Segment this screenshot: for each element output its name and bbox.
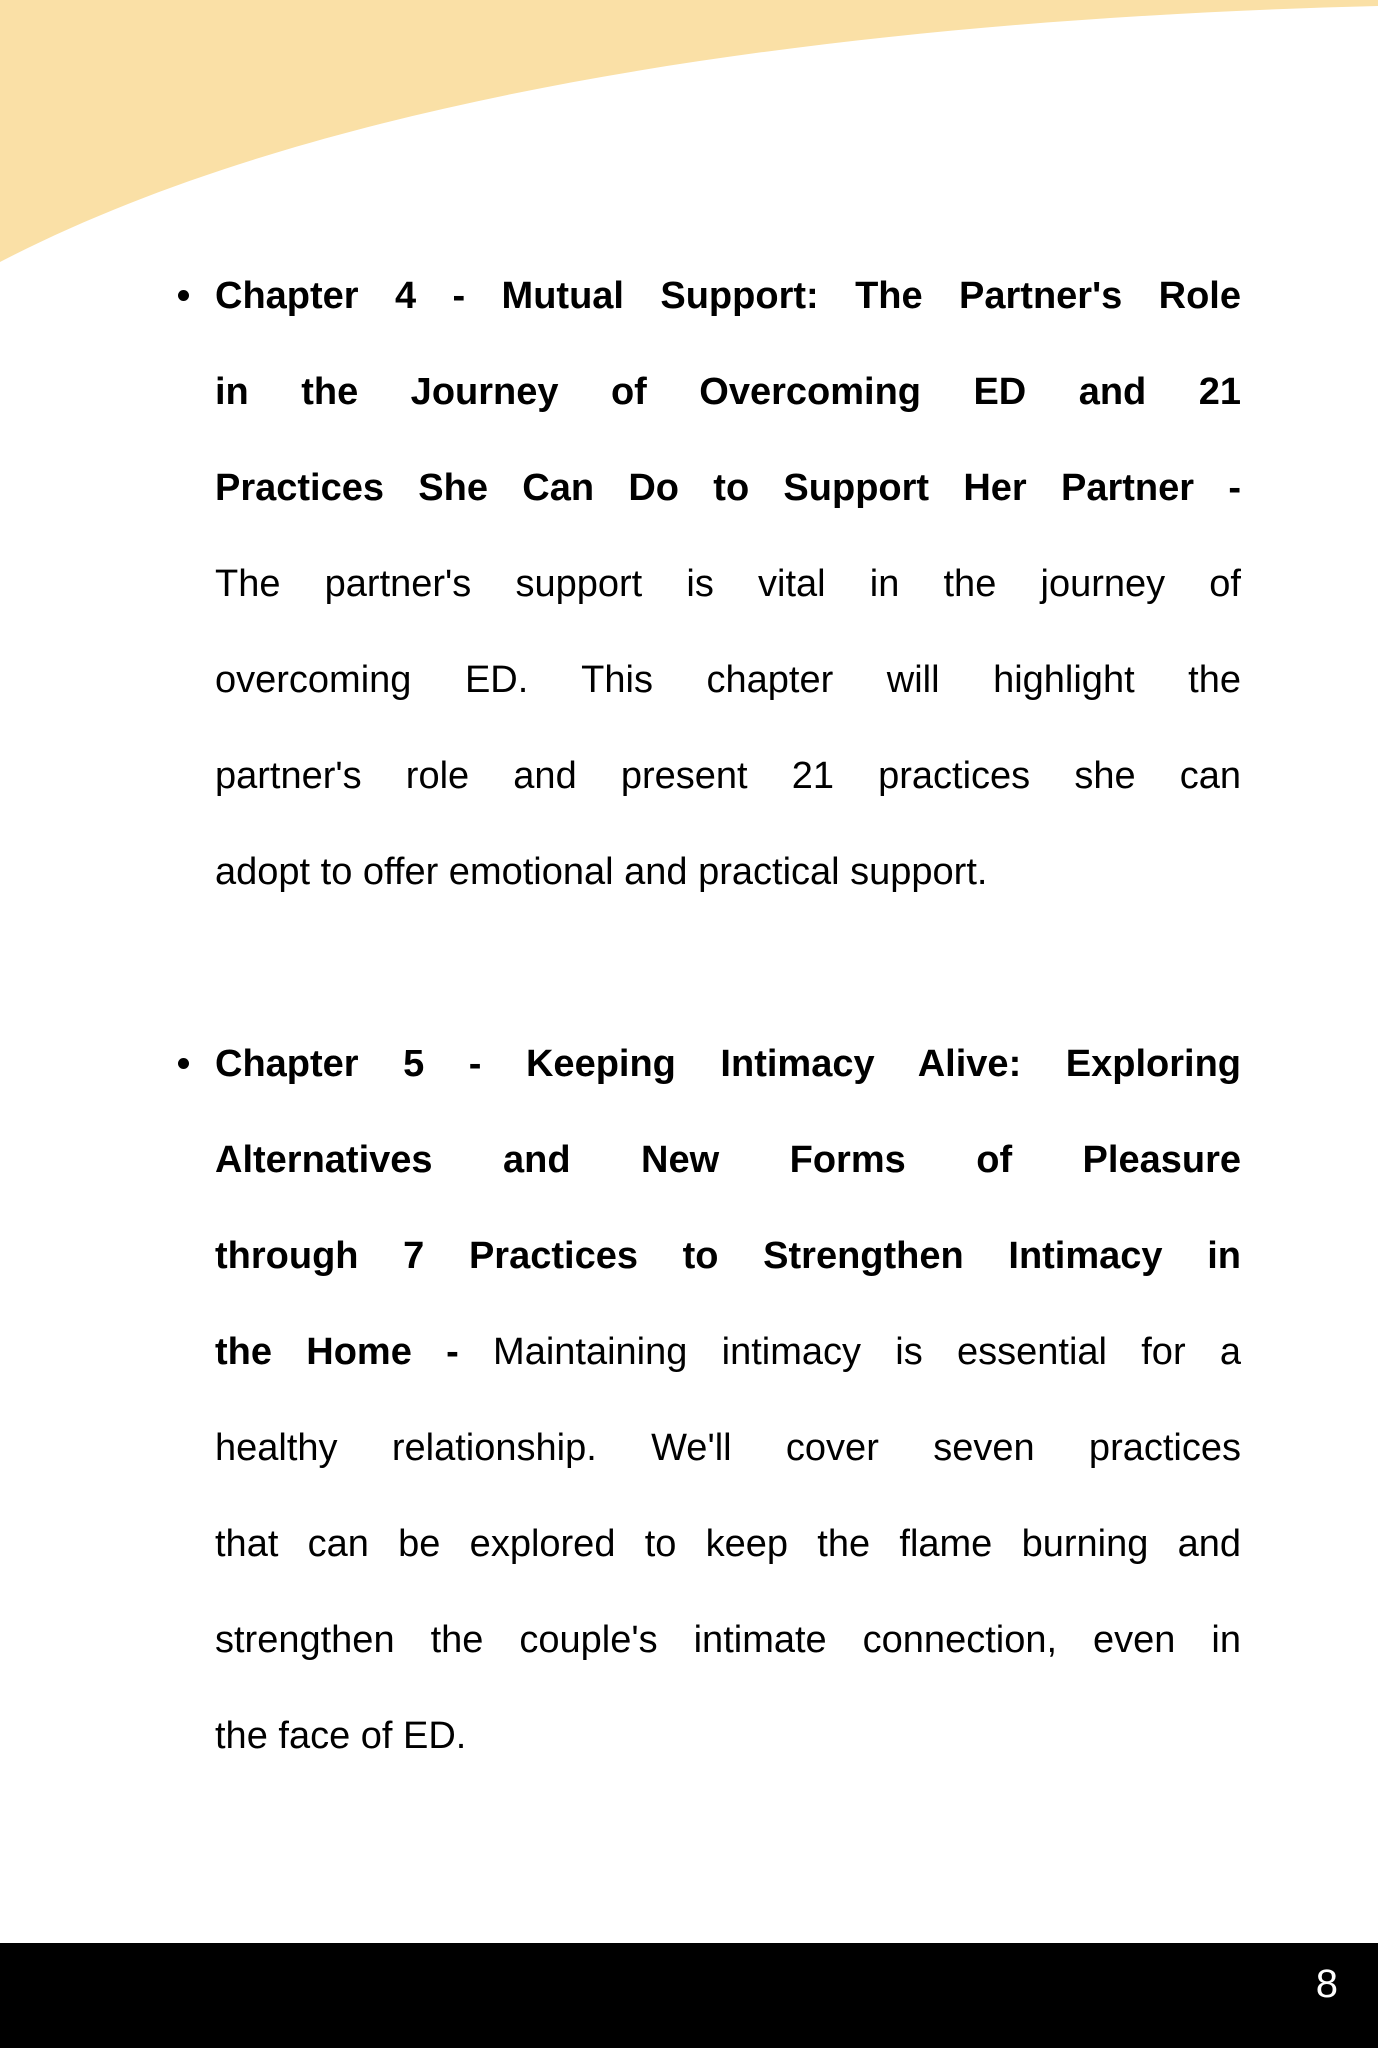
chapter-4-heading-line-1: Chapter 4 - Mutual Support: The Partner's Role bbox=[215, 275, 1241, 317]
chapter-4-body-line-2: overcoming ED. This chapter will highlight the bbox=[215, 659, 1241, 701]
footer-bar bbox=[0, 1943, 1378, 2048]
chapter-5-body-line-1: healthy relationship. We'll cover seven practices bbox=[215, 1427, 1241, 1469]
chapter-5-item bbox=[215, 1016, 1241, 1784]
chapter-4-heading-line-3: Practices She Can Do to Support Her Partner - bbox=[215, 467, 1241, 509]
chapter-5-body-line-3: strengthen the couple's intimate connection, even in bbox=[215, 1619, 1241, 1661]
chapter-4-item bbox=[215, 248, 1241, 920]
chapter-4-heading-line-2: in the Journey of Overcoming ED and 21 bbox=[215, 371, 1241, 413]
chapter-5-mixed-line: the Home - Maintaining intimacy is essential for a bbox=[215, 1331, 1241, 1373]
chapter-list bbox=[215, 248, 1241, 1784]
chapter-4-body-line-4: adopt to offer emotional and practical support. bbox=[215, 851, 988, 893]
bullet-icon bbox=[178, 290, 189, 301]
chapter-5-heading-line-2: Alternatives and New Forms of Pleasure bbox=[215, 1139, 1241, 1181]
chapter-5-heading-line-1: Chapter 5 - Keeping Intimacy Alive: Exploring bbox=[215, 1043, 1241, 1085]
chapter-5-body-line-4: the face of ED. bbox=[215, 1715, 467, 1757]
chapter-5-body-line-2: that can be explored to keep the flame burning and bbox=[215, 1523, 1241, 1565]
chapter-5-heading-line-3: through 7 Practices to Strengthen Intimacy in bbox=[215, 1235, 1241, 1277]
chapter-4-body-line-1: The partner's support is vital in the journey of bbox=[215, 563, 1241, 605]
chapter-4-body-line-3: partner's role and present 21 practices she can bbox=[215, 755, 1241, 797]
page-number: 8 bbox=[1315, 1962, 1338, 2006]
bullet-icon bbox=[178, 1058, 189, 1069]
decorative-curve bbox=[0, 0, 1378, 270]
